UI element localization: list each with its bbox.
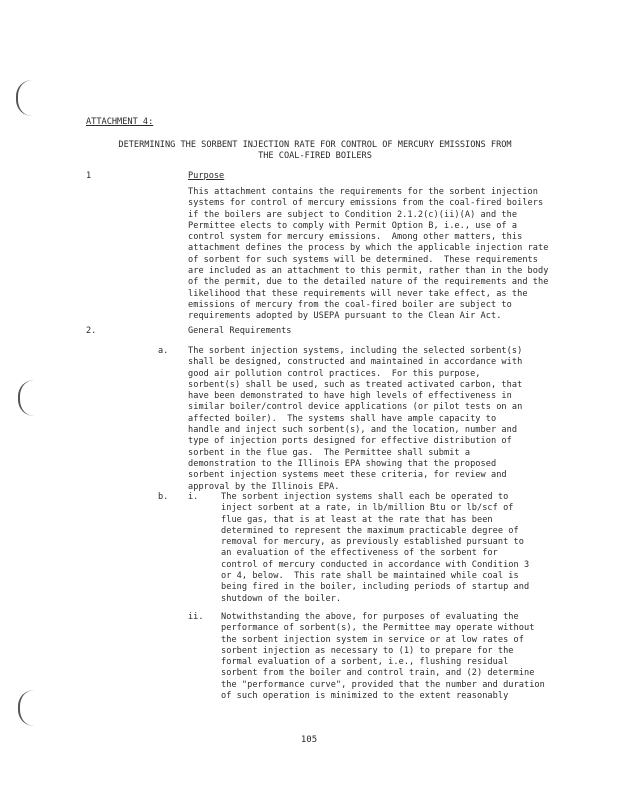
section-1-paragraph: This attachment contains the requirements for the sorbent injection systems for control of mercury emissions from the coal-fired boilers if the boilers are subject to Condition 2.1.2(c)(ii)(A) and the Permittee elects to comply with Permit Option B, i.e., use of a control system for mercury emissions. Among other matters, this attachment defines the process by which the applicable injection rate of sorbent for such systems will be determined. These requirements are included as an attachment to this permit, rather than in the body of the permit, due to the detailed nature of the requirements and the likelihood that these requirements will never take effect, as the emissions of mercury from the coal-fired boiler are subject to requirements adopted by USEPA pursuant to the Clean Air Act. bbox=[188, 187, 549, 322]
item-a-paragraph: The sorbent injection systems, including the selected sorbent(s) shall be designed, constructed and maintained in accordance with good air pollution control practices. For this purpose, sorbent(s) shall be used, such as treated activated carbon, that have been demonstrated to have high levels of effectiveness in similar boiler/control device applications (or pilot tests on an affected boiler). The systems shall have ample capacity to handle and inject such sorbent(s), and the location, number and type of injection ports designed for effective distribution of sorbent in the flue gas. The Permittee shall submit a demonstration to the Illinois EPA showing that the proposed sorbent injection systems meet these criteria, for review and approval by the Illinois EPA. bbox=[188, 346, 523, 492]
scan-binding-mark-middle bbox=[18, 380, 34, 416]
section-2-number: 2. bbox=[86, 326, 97, 336]
section-2-heading: General Requirements bbox=[188, 326, 292, 336]
item-a-label: a. bbox=[158, 346, 169, 356]
item-b-i-label: i. bbox=[188, 492, 199, 502]
attachment-label: ATTACHMENT 4: bbox=[86, 117, 154, 127]
section-1-number: 1 bbox=[86, 171, 92, 181]
title-line-2: THE COAL-FIRED BOILERS bbox=[258, 151, 372, 161]
page-number: 105 bbox=[300, 735, 318, 745]
item-b-ii-paragraph: Notwithstanding the above, for purposes of evaluating the performance of sorbent(s), the Permittee may operate without the sorbent injection system in service or at low rates of sorbent injection as necessary to (1) to prepare for the formal evaluation of a sorbent, i.e., flushing residual sorbent from the boiler and control train, and (2) determine the "performance curve", provided that the number and duration of such operation is minimized to the extent reasonably bbox=[221, 612, 545, 702]
item-b-i-paragraph: The sorbent injection systems shall each be operated to inject sorbent at a rate, in lb/million Btu or lb/scf of flue gas, that is at least at the rate that has been determined to represent the maximum practicable degree of removal for mercury, as previously established pursuant to an evaluation of the effectiveness of the sorbent for control of mercury conducted in accordance with Condition 3 or 4, below. This rate shall be maintained while coal is being fired in the boiler, including periods of startup and shutdown of the boiler. bbox=[221, 492, 530, 604]
scan-binding-mark-top bbox=[16, 80, 32, 116]
scan-binding-mark-bottom bbox=[18, 690, 34, 726]
section-1-heading: Purpose bbox=[188, 171, 225, 181]
title-line-1: DETERMINING THE SORBENT INJECTION RATE FOR CONTROL OF MERCURY EMISSIONS FROM bbox=[118, 140, 512, 150]
item-b-label: b. bbox=[158, 492, 169, 502]
item-b-ii-label: ii. bbox=[188, 612, 204, 622]
